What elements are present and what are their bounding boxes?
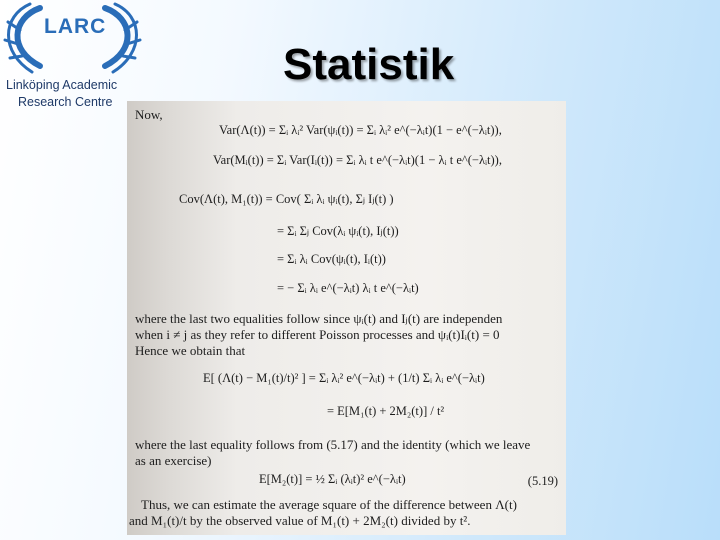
logo-word: LARC: [44, 15, 107, 38]
equation-expectation-result: = E[M₁(t) + 2M₂(t)] / t²: [327, 404, 445, 418]
equation-number: (5.19): [527, 474, 558, 488]
paragraph-1-line-1: where the last two equalities follow since ψᵢ(t) and Iⱼ(t) are independen: [135, 311, 503, 326]
intro-text: Now,: [135, 107, 163, 122]
scanned-page: [127, 101, 566, 535]
laurel-icon: [0, 0, 150, 80]
paragraph-3-line-1: Thus, we can estimate the average square of the difference between Λ(t): [141, 497, 517, 512]
equation-cov-step-1: = Σᵢ Σⱼ Cov(λᵢ ψᵢ(t), Iⱼ(t)): [277, 224, 399, 238]
equation-var-lambda: Var(Λ(t)) = Σᵢ λᵢ² Var(ψᵢ(t)) = Σᵢ λᵢ² e^(−λᵢt)(1 − e^(−λᵢt)),: [219, 123, 502, 137]
equation-expectation: E[ (Λ(t) − M₁(t)/t)² ] = Σᵢ λᵢ² e^(−λᵢt) + (1/t) Σᵢ λᵢ e^(−λᵢt): [203, 371, 485, 385]
larc-logo: [0, 0, 150, 116]
paragraph-2-line-1: where the last equality follows from (5.17) and the identity (which we leave: [135, 437, 531, 452]
equation-cov: Cov(Λ(t), M₁(t)) = Cov( Σᵢ λᵢ ψᵢ(t), Σⱼ Iⱼ(t) ): [179, 192, 394, 206]
paragraph-3-line-2: and M₁(t)/t by the observed value of M₁(t) + 2M₂(t) divided by t².: [129, 513, 471, 528]
equation-cov-step-3: = − Σᵢ λᵢ e^(−λᵢt) λᵢ t e^(−λᵢt): [277, 281, 419, 295]
paragraph-1-line-3: Hence we obtain that: [135, 343, 246, 358]
slide-title: Statistik: [283, 40, 455, 89]
logo-line-2: Research Centre: [18, 95, 113, 109]
paragraph-1-line-2: when i ≠ j as they refer to different Poisson processes and ψᵢ(t)Iᵢ(t) = 0: [135, 327, 500, 342]
logo-line-1: Linköping Academic: [6, 78, 118, 92]
equation-var-m: Var(Mᵢ(t)) = Σᵢ Var(Iᵢ(t)) = Σᵢ λᵢ t e^(−λᵢt)(1 − λᵢ t e^(−λᵢt)),: [213, 153, 502, 167]
paragraph-2-line-2: as an exercise): [135, 453, 212, 468]
equation-cov-step-2: = Σᵢ λᵢ Cov(ψᵢ(t), Iᵢ(t)): [277, 252, 386, 266]
equation-m2: E[M₂(t)] = ½ Σᵢ (λᵢt)² e^(−λᵢt): [259, 472, 406, 486]
